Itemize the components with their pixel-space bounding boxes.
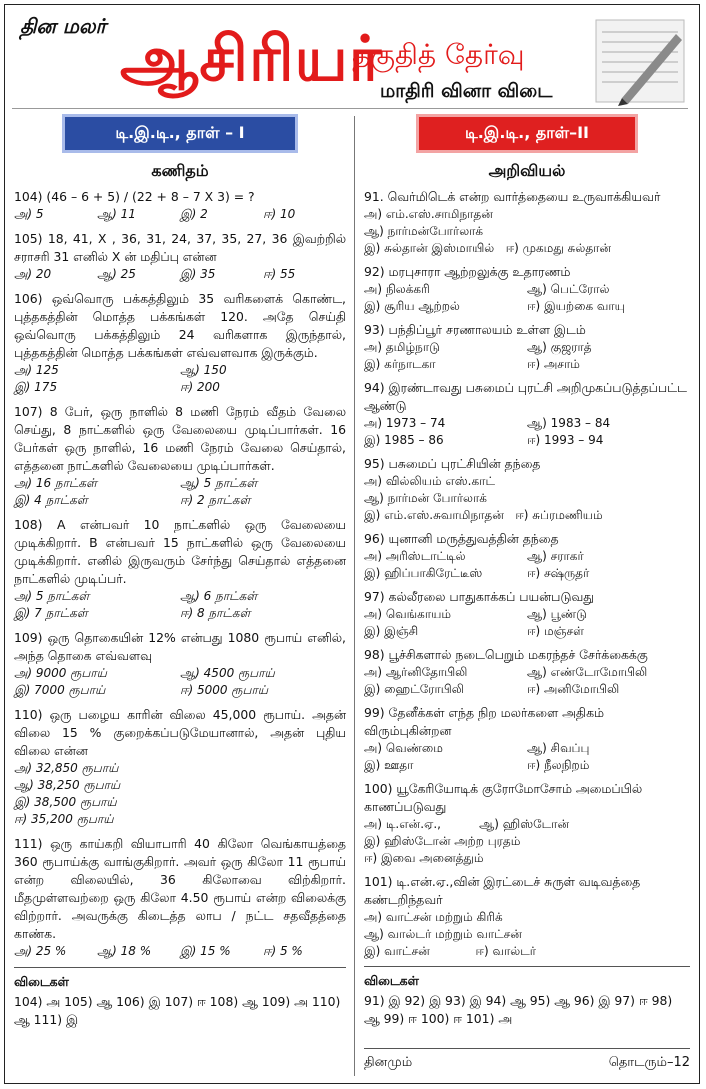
footer: [364, 1048, 690, 1071]
answer-option: அ) 5 நாட்கள்: [14, 589, 90, 603]
answer-option: இ) 38,500 ரூபாய்: [14, 795, 117, 809]
answer-option: இ) ஹிப்பாகிரேட்டீஸ்: [364, 566, 483, 580]
math-answers: [14, 967, 346, 1029]
question-text: 108) A என்பவர் 10 நாட்களில் ஒரு வேலையை முடிக்கிறார். B என்பவர் 15 நாட்களில் ஒரு வேலையை முடிக்கிறார். எனில் இருவரும் சேர்ந்து செய்தால் எத்தனை நாட்களில் முடிப்பர்.: [14, 517, 346, 586]
answer-option: இ) 1985 – 86: [364, 433, 444, 447]
answer-option: ஈ) 35,200 ரூபாய்: [14, 812, 114, 826]
answers-text: 104) அ 105) ஆ 106) இ 107) ஈ 108) ஆ 109) அ 110) ஆ 111) இ: [14, 994, 341, 1027]
question-text: 107) 8 பேர், ஒரு நாளில் 8 மணி நேரம் வீதம் வேலை செய்து, 8 நாட்களில் ஒரு வேலையை முடிப்பார்கள். 16 பேர்கள் ஒரு நாளில், 16 மணி நேரம் வேலை செய்தால், எத்தனை நாட்களில் வேலையை முடிப்பார்கள்.: [14, 404, 346, 473]
science-question: [364, 873, 690, 960]
math-question: [14, 230, 346, 283]
answer-option: அ) வாட்சன் மற்றும் கிரிக்: [364, 910, 503, 924]
left-column: [14, 114, 346, 1029]
answer-option: ஆ) 11: [97, 207, 136, 221]
answer-option: ஆ) சராகர்: [527, 549, 584, 563]
answer-options: [14, 665, 346, 699]
question-text: 106) ஒவ்வொரு பக்கத்திலும் 35 வரிகளைக் கொண்ட, புத்தகத்தின் மொத்த பக்கங்கள் 120. அதே செய்தி ஒவ்வொரு பக்கத்திலும் 24 வரிகளாக இருந்தால், புத்தகத்தின் மொத்த பக்கங்கள் எவ்வளவாக இருக்கும்.: [14, 291, 346, 360]
answer-options: [14, 362, 346, 396]
question-text: 110) ஒரு பழைய காரின் விலை 45,000 ரூபாய். அதன் விலை 15 % குறைக்கப்படுமேயானால், அதன் புதிய விலை என்ன: [14, 707, 346, 758]
question-text: 91. வெர்மிடெக் என்ற வார்த்தையை உருவாக்கியவர்: [364, 189, 661, 204]
question-text: 109) ஒரு தொகையின் 12% என்பது 1080 ரூபாய் எனில், அந்த தொகை எவ்வளவு: [14, 630, 346, 663]
answer-option: ஈ) மஞ்சள்: [527, 624, 584, 638]
answer-option: இ) கர்நாடகா: [364, 357, 436, 371]
answer-option: இ) ஊதா: [364, 758, 414, 772]
science-question: [364, 588, 690, 640]
answer-option: ஆ) சிவப்பு: [527, 741, 590, 755]
answer-options: [364, 339, 690, 373]
page-tagline: மாதிரி வினா விடை: [380, 80, 553, 102]
paper-tag-left: டி.இ.டி., தாள் – I: [62, 114, 298, 153]
answer-option: ஆ) 25: [97, 267, 136, 281]
question-text: 99) தேனீக்கள் எந்த நிற மலர்களை அதிகம் விரும்புகின்றன: [364, 705, 604, 738]
answer-option: ஆ) பெட்ரோல்: [527, 282, 610, 296]
answer-option: ஈ) 2 நாட்கள்: [180, 493, 251, 507]
math-question: [14, 188, 346, 223]
answer-option: ஆ) நார்மன் போர்லாக்: [364, 491, 487, 505]
subject-heading-science: அறிவியல்: [488, 161, 566, 180]
answer-option: அ) 16 நாட்கள்: [14, 476, 97, 490]
answer-option: ஆ) 150: [180, 363, 227, 377]
answer-option: ஆ) 6 நாட்கள்: [180, 589, 258, 603]
question-text: 111) ஒரு காய்கறி வியாபாரி 40 கிலோ வெங்காயத்தை 360 ரூபாய்க்கு வாங்குகிறார். அவர் ஒரு கிலோ 11 ரூபாய் என்ற விலையில், 36 கிலோவை விற்கிறார். மீதமுள்ளவற்றை ஒரு கிலோ 4.50 ரூபாய் என்ற விலைக்கு விற்றார். அவருக்கு கிடைத்த லாப / நட்ட சதவீதத்தை காண்க.: [14, 836, 346, 941]
math-question: [14, 290, 346, 396]
science-question: [364, 530, 690, 582]
pen-paper-illustration-icon: [592, 14, 688, 108]
answer-option: அ) 25 %: [14, 944, 67, 958]
answer-option: அ) தமிழ்நாடு: [364, 340, 440, 354]
question-text: 101) டி.என்.ஏ.,வின் இரட்டைச் சுருள் வடிவத்தை கண்டறிந்தவர்: [364, 874, 641, 907]
math-question: [14, 629, 346, 699]
math-question: [14, 835, 346, 960]
question-text: 104) (46 – 6 + 5) / (22 + 8 – 7 X 3) = ?: [14, 189, 255, 204]
column-divider: [354, 116, 355, 1076]
footer-left-text: தினமும்: [364, 1055, 413, 1070]
answer-option: ஆ) 5 நாட்கள்: [180, 476, 258, 490]
science-question-list: [364, 188, 690, 960]
question-text: 97) கல்லீரலை பாதுகாக்கப் பயன்படுவது: [364, 589, 594, 604]
science-question: [364, 455, 690, 524]
answer-option: அ) 5: [14, 207, 44, 221]
answer-option: இ) 15 %: [180, 944, 231, 958]
answer-option: ஈ) 5000 ரூபாய்: [180, 683, 269, 697]
answer-option: இ) 35: [180, 267, 216, 281]
brand-name: தின மலர்: [20, 14, 106, 38]
answer-option: ஆ) எண்டோமோபிலி: [527, 665, 648, 679]
question-text: 100) யூகேரியோடிக் குரோமோசோம் அமைப்பில் காணப்படுவது: [364, 781, 643, 814]
answer-option: ஈ) 8 நாட்கள்: [180, 606, 251, 620]
answer-option: இ) எம்.எஸ்.சுவாமிநாதன் ஈ) சுப்ரமணியம்: [364, 508, 603, 522]
answer-option: இ) இஞ்சி: [364, 624, 419, 638]
question-text: 94) இரண்டாவது பசுமைப் புரட்சி அறிமுகப்படுத்தப்பட்ட ஆண்டு: [364, 380, 687, 413]
answer-option: இ) ஹைட்ரோபிலி: [364, 682, 464, 696]
science-answers: [364, 966, 690, 1028]
answer-option: அ) எம்.எஸ்.சாமிநாதன்: [364, 207, 493, 221]
answer-option: இ) 2: [180, 207, 208, 221]
question-text: 93) பந்திப்பூர் சரணாலயம் உள்ள இடம்: [364, 322, 586, 337]
answer-option: ஆ) நார்மன்போர்லாக்: [364, 224, 484, 238]
question-text: 92) மரபுசாரா ஆற்றலுக்கு உதாரணம்: [364, 264, 571, 279]
answer-options: [364, 548, 690, 582]
answer-option: ஆ) 38,250 ரூபாய்: [14, 778, 121, 792]
answer-option: இ) 7 நாட்கள்: [14, 606, 88, 620]
header-divider: [12, 108, 688, 109]
answer-option: அ) 32,850 ரூபாய்: [14, 761, 119, 775]
answer-option: ஈ) அனிமோபிலி: [527, 682, 620, 696]
answer-option: அ) 125: [14, 363, 59, 377]
answer-option: ஈ) 5 %: [263, 944, 303, 958]
science-question: [364, 780, 690, 867]
math-question: [14, 516, 346, 622]
answer-options: [14, 206, 346, 223]
question-text: 98) பூச்சிகளால் நடைபெறும் மகரந்தச் சேர்க்கைக்கு: [364, 647, 648, 662]
answer-option: ஆ) 1983 – 84: [527, 416, 611, 430]
answer-options: [14, 588, 346, 622]
answer-options: [14, 943, 346, 960]
answer-options: [364, 606, 690, 640]
answer-option: அ) நிலக்கரி: [364, 282, 430, 296]
answer-option: இ) சூரிய ஆற்றல்: [364, 299, 460, 313]
answer-options: [364, 281, 690, 315]
answer-option: அ) 20: [14, 267, 52, 281]
answer-option: அ) வெண்மை: [364, 741, 443, 755]
answer-options: [14, 475, 346, 509]
answer-option: ஈ) 55: [263, 267, 296, 281]
footer-right-text: தொடரும்–12: [608, 1055, 690, 1070]
answer-option: ஈ) 10: [263, 207, 296, 221]
science-question: [364, 379, 690, 449]
answer-options: [364, 415, 690, 449]
science-question: [364, 321, 690, 373]
answer-option: ஈ) இயற்கை வாயு: [527, 299, 625, 313]
page-subtitle: தகுதித் தேர்வு: [352, 38, 525, 71]
answer-option: இ) வாட்சன் ஈ) வால்டர்: [364, 944, 537, 958]
math-question: [14, 403, 346, 509]
answers-title: விடைகள்: [364, 973, 419, 988]
answer-option: ஆ) 18 %: [97, 944, 152, 958]
answer-options: [14, 266, 346, 283]
science-question: [364, 263, 690, 315]
answer-option: அ) வில்லியம் எஸ்.காட்: [364, 474, 495, 488]
page-title: ஆசிரியர்: [120, 22, 383, 95]
answers-text: 91) இ 92) இ 93) இ 94) ஆ 95) ஆ 96) இ 97) ஈ 98) ஆ 99) ஈ 100) ஈ 101) அ: [364, 993, 673, 1026]
paper-tag-right: டி.இ.டி., தாள்–II: [416, 114, 638, 153]
answer-option: இ) 7000 ரூபாய்: [14, 683, 106, 697]
answer-option: அ) வெங்காயம்: [364, 607, 452, 621]
answer-option: அ) ஆர்னிதோபிலி: [364, 665, 468, 679]
answer-option: அ) டி.என்.ஏ., ஆ) ஹிஸ்டோன்: [364, 817, 570, 831]
answer-option: இ) சுல்தான் இஸ்மாயில் ஈ) முகமது சுல்தான்: [364, 241, 612, 255]
question-text: 95) பசுமைப் புரட்சியின் தந்தை: [364, 456, 541, 471]
answer-option: ஈ) 200: [180, 380, 220, 394]
right-column: [364, 114, 690, 1028]
answer-option: ஈ) 1993 – 94: [527, 433, 604, 447]
answer-option: ஆ) வால்டர் மற்றும் வாட்சன்: [364, 927, 522, 941]
answer-option: ஈ) சஷ்ருதர்: [527, 566, 590, 580]
question-text: 105) 18, 41, X , 36, 31, 24, 37, 35, 27, 36 இவற்றில் சராசரி 31 எனில் X ன் மதிப்பு என்ன: [14, 231, 346, 264]
science-question: [364, 646, 690, 698]
science-question: [364, 704, 690, 774]
math-question-list: [14, 188, 346, 960]
subject-heading-math: கணிதம்: [151, 161, 209, 180]
answer-option: அ) 9000 ரூபாய்: [14, 666, 107, 680]
answer-options: [364, 664, 690, 698]
answer-option: ஈ) அசாம்: [527, 357, 580, 371]
answer-options: [364, 740, 690, 774]
answer-option: ஆ) 4500 ரூபாய்: [180, 666, 275, 680]
answer-options: [14, 760, 346, 828]
brand-logo: [20, 14, 106, 41]
answer-option: ஆ) குஜராத்: [527, 340, 592, 354]
answers-title: விடைகள்: [14, 974, 69, 989]
question-text: 96) யுனானி மருத்துவத்தின் தந்தை: [364, 531, 559, 546]
math-question: [14, 706, 346, 828]
masthead: [12, 14, 688, 108]
science-question: [364, 188, 690, 257]
answer-option: ஈ) நீலநிறம்: [527, 758, 590, 772]
answer-option: ஈ) இவை அனைத்தும்: [364, 851, 484, 865]
answer-option: இ) 4 நாட்கள்: [14, 493, 88, 507]
answer-option: அ) 1973 – 74: [364, 416, 446, 430]
answer-option: ஆ) பூண்டு: [527, 607, 587, 621]
answer-option: இ) ஹிஸ்டோன் அற்ற புரதம்: [364, 834, 521, 848]
answer-option: அ) அரிஸ்டாட்டில்: [364, 549, 466, 563]
answer-option: இ) 175: [14, 380, 58, 394]
